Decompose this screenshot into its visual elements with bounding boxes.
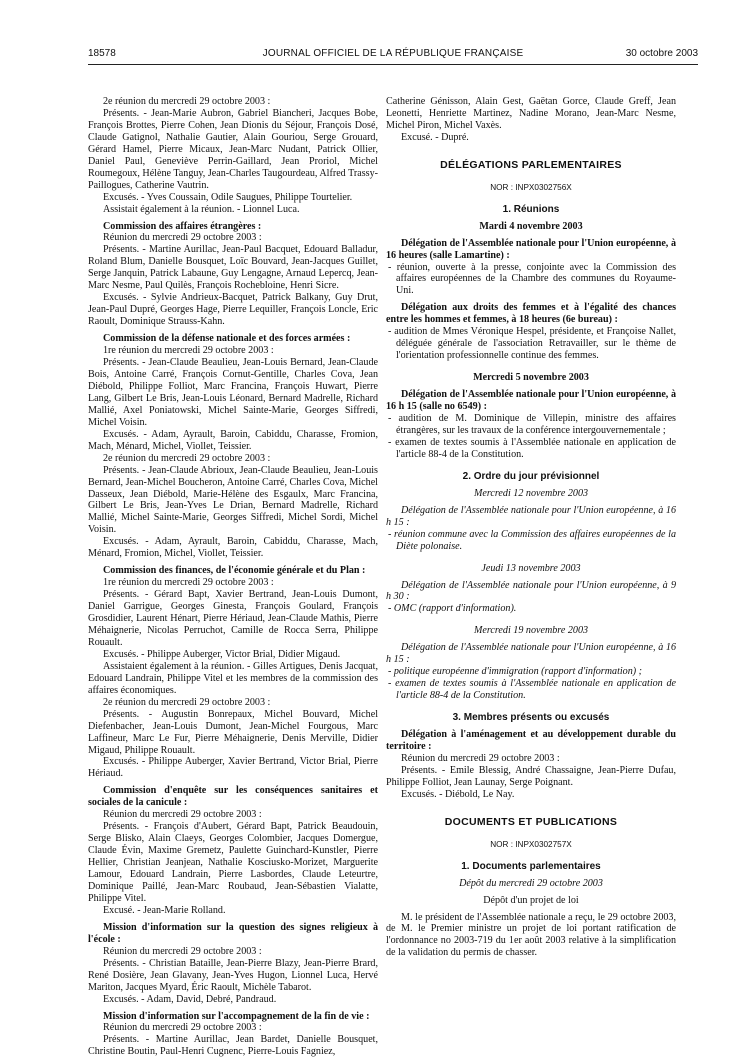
left-column-paragraph: Assistait également à la réunion. - Lionnel Luca. <box>103 203 300 215</box>
right-column-paragraph: Délégation de l'Assemblée nationale pour l'Union européenne, à 16 h 15 (salle no 6549) : <box>386 389 676 413</box>
left-column-paragraph: Commission des affaires étrangères : <box>103 220 262 232</box>
left-column-paragraph: Commission des finances, de l'économie générale et du Plan : <box>103 565 366 577</box>
left-column-paragraph: Présents. - Jean-Claude Beaulieu, Jean-Louis Bernard, Jean-Claude Bois, Antoine Carré, François Cornut-Gentille, Charles Cova, Jean Diébold, Philippe Folliot, Marc Francina, François Huwart, Pierre Lang, Gilbert Le Bris, Jean-Louis Léonard, Bernard Madrelle, Richard Mallié, Axel Poniatowski, Michel Sainte-Marie, Georges Siffredi, Michel Voisin. <box>88 357 378 428</box>
right-column-paragraph: Excusé. - Dupré. <box>401 131 469 143</box>
left-column-paragraph: Réunion du mercredi 29 octobre 2003 : <box>103 945 262 957</box>
left-column-paragraph: Réunion du mercredi 29 octobre 2003 : <box>103 1022 262 1034</box>
right-column-paragraph: NOR : INPX0302757X <box>490 839 572 849</box>
left-column-paragraph: Mission d'information sur la question des signes religieux à l'école : <box>88 921 378 945</box>
left-column-paragraph: Excusés. - Adam, Ayrault, Baroin, Cabiddu, Charasse, Mach, Ménard, Fromion, Michel, Viollet, Teissier. <box>88 536 378 560</box>
right-column-paragraph: DÉLÉGATIONS PARLEMENTAIRES <box>440 158 622 171</box>
left-column-paragraph: Assistaient également à la réunion. - Gilles Artigues, Denis Jacquat, Edouard Landrain, Philippe Vitel et les membres de la commission des affaires économiques. <box>88 660 378 696</box>
right-column-paragraph: Dépôt d'un projet de loi <box>483 894 579 906</box>
left-column-paragraph: Excusés. - Sylvie Andrieux-Bacquet, Patrick Balkany, Guy Drut, Jean-Paul Dupré, Georges Hage, Pierre Lequiller, François Loncle, Eric Raoult, Dominique Strauss-Kahn. <box>88 292 378 328</box>
right-column-paragraph: M. le président de l'Assemblée nationale a reçu, le 29 octobre 2003, de M. le Premier ministre un projet de loi portant ratification de l'ordonnance no 2003-719 du 1er août 2003 relative à la simplification de la validation du permis de chasser. <box>386 911 676 959</box>
right-column-paragraph: - réunion commune avec la Commission des affaires européennes de la Diète polonaise. <box>388 528 676 552</box>
right-column-paragraph: 2. Ordre du jour prévisionnel <box>462 470 600 482</box>
left-column-paragraph: Excusés. - Philippe Auberger, Xavier Bertrand, Victor Brial, Pierre Hériaud. <box>88 756 378 780</box>
left-column-paragraph: Présents. - Gérard Bapt, Xavier Bertrand, Jean-Louis Dumont, Daniel Garrigue, Georges Ginesta, François Goulard, François Grosdidier, Laurent Hénart, Pierre Hériaud, Jean-Claude Mathis, Pierre Méhaignerie, Nicolas Perruchot, Camille de Rocca Serra, Philippe Rouault. <box>88 589 378 648</box>
right-column-paragraph: - politique européenne d'immigration (rapport d'information) ; <box>388 666 643 678</box>
right-column-paragraph: - audition de Mmes Véronique Hespel, présidente, et Françoise Nallet, déléguée générale de l'association Retravailler, sur le thème de l'orientation professionnelle continue des femmes. <box>388 326 676 362</box>
left-column-paragraph: 2e réunion du mercredi 29 octobre 2003 : <box>103 96 271 107</box>
left-column-paragraph: Commission de la défense nationale et des forces armées : <box>103 333 351 345</box>
left-column-paragraph: Présents. - Martine Aurillac, Jean Bardet, Danielle Bousquet, Christine Boutin, Paul-Henri Cugnenc, Pierre-Louis Fagniez, <box>88 1034 378 1058</box>
right-column-paragraph: Mercredi 19 novembre 2003 <box>473 625 589 637</box>
header-rule <box>88 64 698 65</box>
page-number: 18578 <box>88 48 116 59</box>
right-column-paragraph: 1. Réunions <box>502 203 560 215</box>
right-column-paragraph: Réunion du mercredi 29 octobre 2003 : <box>401 752 560 764</box>
right-column-paragraph: - réunion, ouverte à la presse, conjointe avec la Commission des affaires européennes de la Chambre des communes du Royaume-Uni. <box>388 261 676 297</box>
left-column-paragraph: Présents. - Augustin Bonrepaux, Michel Bouvard, Michel Diefenbacher, Jean-Louis Dumont, Jean-Michel Fourgous, Marc Laffineur, Marc Le Fur, Pierre Méhaignerie, Denis Merville, Didier Migaud, Philippe Rouault. <box>88 708 378 756</box>
left-column-paragraph: Réunion du mercredi 29 octobre 2003 : <box>103 809 262 821</box>
left-column-paragraph: Excusés. - Adam, David, Debré, Pandraud. <box>103 993 277 1005</box>
right-column-paragraph: Délégation aux droits des femmes et à l'égalité des chances entre les hommes et femmes, à 18 heures (6e bureau) : <box>386 302 676 326</box>
left-column-paragraph: Présents. - Jean-Marie Aubron, Gabriel Biancheri, Jacques Bobe, François Brottes, Pierre Cohen, Jean Dionis du Séjour, François Dosé, Claude Gatignol, Nathalie Gautier, Alain Gouriou, Serge Grouard, Gérard Hamel, Pierre Micaux, Jean-Marc Nudant, Patrick Ollier, Daniel Paul, Geneviève Perrin-Gaillard, Jean Proriol, Michel Roumegoux, Hélène Tanguy, Jean-Charles Taugourdeau, Alfred Trassy-Paillogues, Catherine Vautrin. <box>88 107 378 191</box>
left-column-paragraph: Présents. - Martine Aurillac, Jean-Paul Bacquet, Edouard Balladur, Roland Blum, Danielle Bousquet, Loïc Bouvard, Jean-Jacques Guillet, Serge Janquin, Patrick Labaune, Guy Lengagne, Arnaud Lepercq, Jean-Marc Nesme, Paul Quilès, François Rochebloine, Henri Sicre. <box>88 244 378 292</box>
right-column-paragraph: Délégation de l'Assemblée nationale pour l'Union européenne, à 16 h 15 : <box>386 642 676 666</box>
left-column-paragraph: 1re réunion du mercredi 29 octobre 2003 : <box>103 345 274 357</box>
left-column-paragraph: Présents. - François d'Aubert, Gérard Bapt, Patrick Beaudouin, Serge Blisko, Alain Claeys, Georges Colombier, Jacques Domergue, Claude Évin, Maxime Gremetz, Paulette Guinchard-Kunstler, Pierre Hellier, Christian Jeanjean, Nathalie Kosciusko-Morizet, Marguerite Lamour, Edouard Landrain, Pierre Lasbordes, Claude Leteurtre, Dominique Paillé, Jean-Marc Roubaud, Jean-Sébastien Vialatte, Philippe Vitel. <box>88 821 378 904</box>
right-column-paragraph: Catherine Génisson, Alain Gest, Gaëtan Gorce, Claude Greff, Jean Leonetti, Henriette Martinez, Nadine Morano, Jean-Marc Nesme, Michel Piron, Michel Vaxès. <box>386 96 676 131</box>
left-column-paragraph: Excusés. - Yves Coussain, Odile Saugues, Philippe Tourtelier. <box>103 191 353 203</box>
right-column-paragraph: Délégation de l'Assemblée nationale pour l'Union européenne, à 9 h 30 : <box>386 579 676 603</box>
left-column-paragraph: Présents. - Christian Bataille, Jean-Pierre Blazy, Jean-Pierre Brard, René Dosière, Jean Glavany, Jean-Yves Hugon, Lionnel Luca, Hervé Mariton, Jacques Myard, Éric Raoult, Michèle Tabarot. <box>88 957 378 993</box>
right-column-paragraph: Délégation de l'Assemblée nationale pour l'Union européenne, à 16 h 15 : <box>386 504 676 528</box>
right-column-paragraph: NOR : INPX0302756X <box>490 182 572 192</box>
right-column-paragraph: Délégation à l'aménagement et au développement durable du territoire : <box>386 729 676 752</box>
right-column-paragraph: - examen de textes soumis à l'Assemblée nationale en application de l'article 88-4 de la Constitution. <box>388 436 676 460</box>
right-column-paragraph: 1. Documents parlementaires <box>461 860 601 872</box>
right-column-paragraph: - audition de M. Dominique de Villepin, ministre des affaires étrangères, sur les travaux de la conférence intergouvernementale ; <box>388 413 676 436</box>
issue-date: 30 octobre 2003 <box>625 48 698 59</box>
right-column-paragraph: Jeudi 13 novembre 2003 <box>481 562 581 574</box>
right-column-paragraph: Mercredi 12 novembre 2003 <box>473 487 589 499</box>
left-column-paragraph: Commission d'enquête sur les conséquences sanitaires et sociales de la canicule : <box>88 785 378 809</box>
right-column-paragraph: Mercredi 5 novembre 2003 <box>473 372 589 384</box>
right-column-paragraph: - examen de textes soumis à l'Assemblée nationale en application de l'article 88-4 de la Constitution. <box>388 678 676 702</box>
right-column-paragraph: Délégation de l'Assemblée nationale pour l'Union européenne, à 16 heures (salle Lamartine) : <box>386 237 676 261</box>
right-column-paragraph: Présents. - Emile Blessig, André Chassaigne, Jean-Pierre Dufau, Philippe Folliot, Jean Launay, Serge Poignant. <box>386 764 676 788</box>
left-column-paragraph: 2e réunion du mercredi 29 octobre 2003 : <box>103 696 271 708</box>
left-column-paragraph: Présents. - Jean-Claude Abrioux, Jean-Claude Beaulieu, Jean-Louis Bernard, Jean-Michel Boucheron, Antoine Carré, Charles Cova, Michel Dasseux, Jean Diébold, Marie-Hélène des Esgaulx, Marc Francina, Gilbert Le Bris, Jean-Yves Le Drian, Bernard Madrelle, Richard Mallié, Michel Sainte-Marie, Georges Siffredi, Michel Sordi, Michel Voisin. <box>88 464 378 536</box>
left-column-paragraph: Mission d'information sur l'accompagnement de la fin de vie : <box>103 1010 370 1022</box>
right-column-paragraph: DOCUMENTS ET PUBLICATIONS <box>444 815 618 828</box>
left-column <box>88 96 378 1058</box>
left-column-paragraph: 1re réunion du mercredi 29 octobre 2003 : <box>103 577 274 589</box>
left-column-paragraph: Excusé. - Jean-Marie Rolland. <box>103 904 226 916</box>
left-column-paragraph: 2e réunion du mercredi 29 octobre 2003 : <box>103 452 271 464</box>
page-header <box>88 48 698 64</box>
right-column-paragraph: Excusés. - Diébold, Le Nay. <box>401 788 515 800</box>
left-column-paragraph: Excusés. - Philippe Auberger, Victor Brial, Didier Migaud. <box>103 648 341 660</box>
right-column <box>386 96 676 959</box>
right-column-paragraph: - OMC (rapport d'information). <box>388 603 517 615</box>
right-column-paragraph: Dépôt du mercredi 29 octobre 2003 <box>459 877 603 889</box>
right-column-paragraph: 3. Membres présents ou excusés <box>452 712 610 724</box>
left-column-paragraph: Réunion du mercredi 29 octobre 2003 : <box>103 232 262 244</box>
left-column-paragraph: Excusés. - Adam, Ayrault, Baroin, Cabiddu, Charasse, Fromion, Mach, Ménard, Michel, Viollet, Teissier. <box>88 428 378 452</box>
right-column-paragraph: Mardi 4 novembre 2003 <box>479 220 583 232</box>
journal-title: JOURNAL OFFICIEL DE LA RÉPUBLIQUE FRANÇAISE <box>262 48 524 59</box>
